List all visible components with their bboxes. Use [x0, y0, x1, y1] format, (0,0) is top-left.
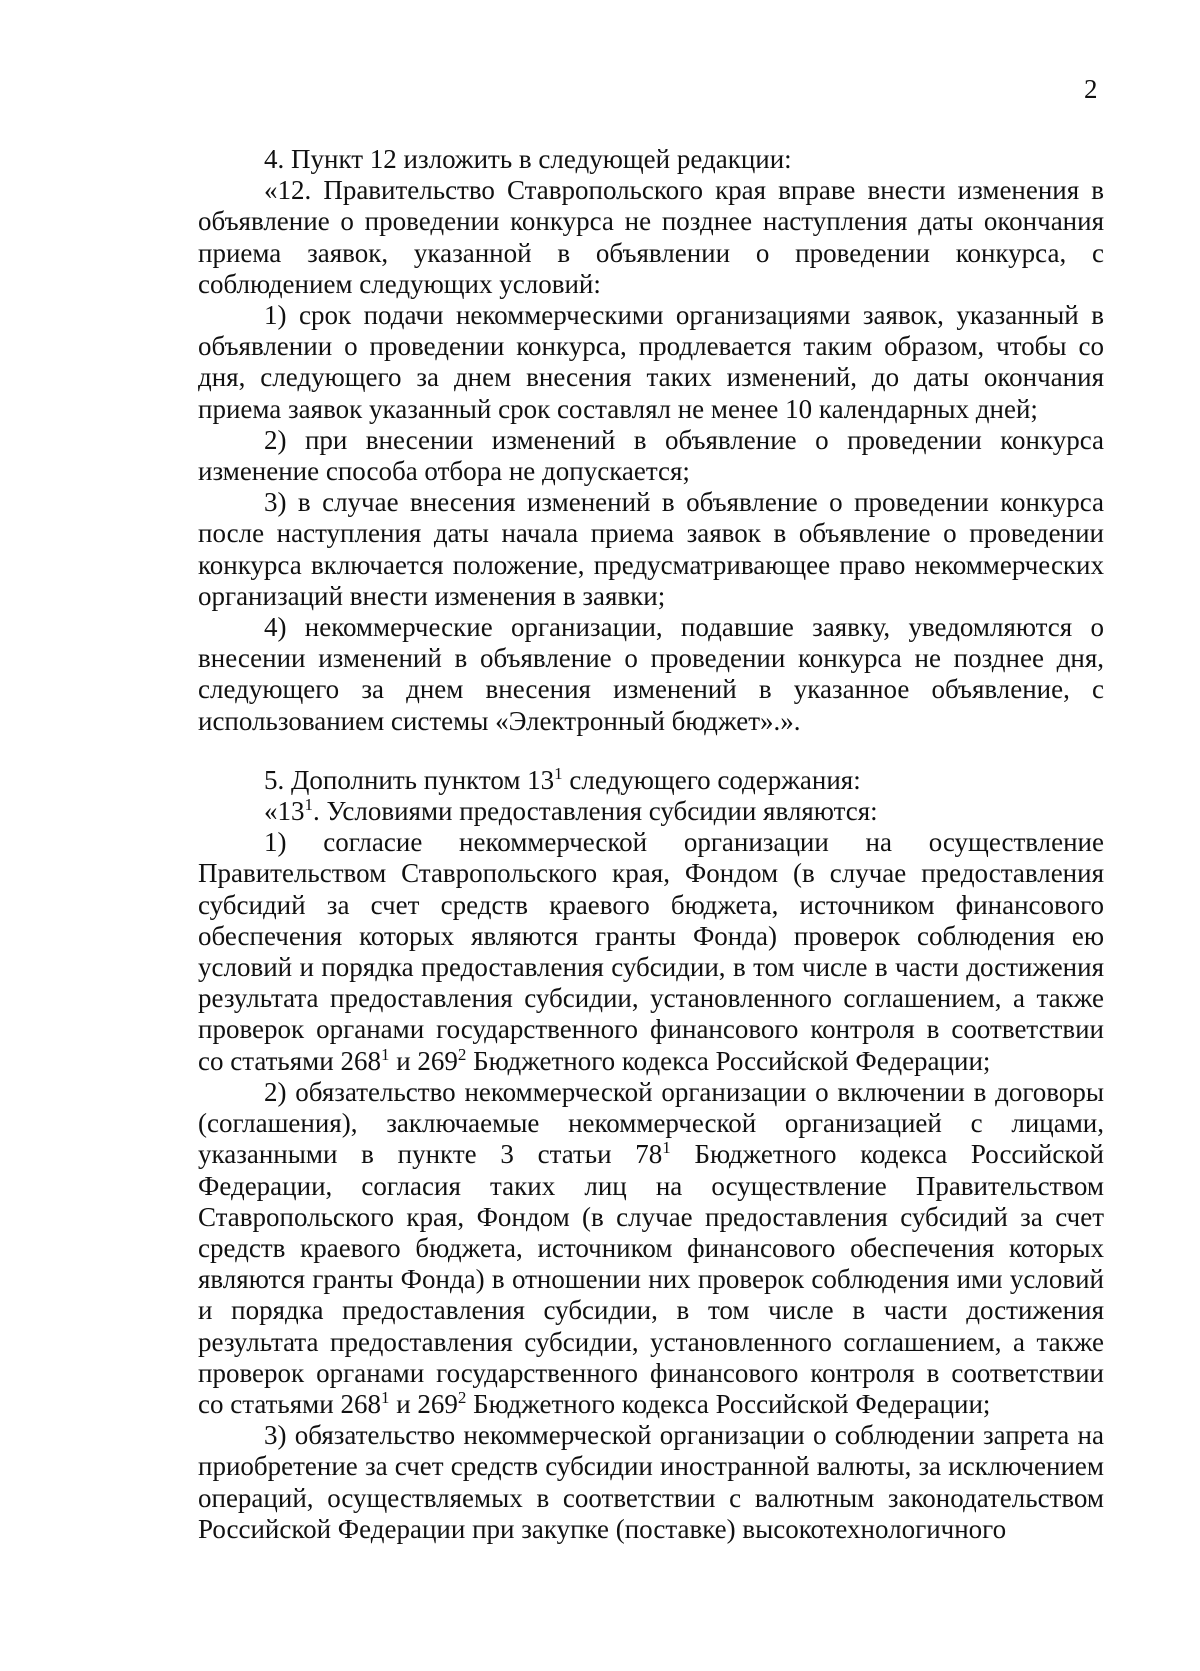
section-4-item-2: 2) при внесении изменений в объявление о проведении конкурса изменение способа отбора не допускается; [198, 424, 1104, 487]
section-5-item-2 [198, 1077, 1104, 1420]
section-5-item-1 [198, 827, 1104, 1077]
section-5-heading-text: 5. Дополнить пунктом 13 [264, 764, 555, 795]
section-5-item-3: 3) обязательство некоммерческой организации о соблюдении запрета на приобретение за счет средств субсидии иностранной валюты, за исключением операций, осуществляемых в соответствии с валютным законодательством Российской Федерации при закупке (поставке) высокотехнологичного [198, 1420, 1104, 1544]
section-4-item-4: 4) некоммерческие организации, подавшие заявку, уведомляются о внесении изменений в объявление о проведении конкурса не позднее дня, следующего за днем внесения изменений в указанное объявление, с использованием системы «Электронный бюджет».». [198, 612, 1104, 736]
superscript: 1 [380, 1387, 390, 1407]
section-gap [198, 737, 1104, 765]
item-text: 2) обязательство некоммерческой организации о включении в договоры (соглашения), заключаемые некоммерческой организацией с лицами, указанными в пункте 3 статьи 78 [198, 1076, 1104, 1170]
superscript: 2 [457, 1044, 467, 1064]
section-5-heading [198, 765, 1104, 796]
item-text: и 269 [389, 1388, 458, 1419]
section-5-intro-text: «13 [264, 796, 305, 827]
superscript: 1 [304, 795, 313, 815]
superscript: 1 [380, 1044, 390, 1064]
superscript: 2 [457, 1387, 467, 1407]
section-5-intro [198, 796, 1104, 827]
section-4-heading: 4. Пункт 12 изложить в следующей редакции: [264, 144, 792, 174]
item-text: 1) согласие некоммерческой организации на осуществление Правительством Ставропольского края, Фондом (в случае предоставления субсидий за счет средств краевого бюджета, источником финансового обеспечения которых являются гранты Фонда) проверок соблюдения ею условий и порядка предоставления субсидии, в том числе в части достижения результата предоставления субсидии, установленного соглашением, а также проверок органами государственного финансового контроля в соответствии со статьями 268 [198, 827, 1104, 1076]
item-text: Бюджетного кодекса Российской Федерации; [466, 1045, 991, 1076]
section-5-heading-text: следующего содержания: [562, 764, 861, 795]
section-4-intro: «12. Правительство Ставропольского края вправе внести изменения в объявление о проведении конкурса не позднее наступления даты окончания приема заявок, указанной в объявлении о проведении конкурса, с соблюдением следующих условий: [198, 175, 1104, 299]
document-body [198, 144, 1104, 1545]
superscript: 1 [554, 763, 563, 783]
item-text: и 269 [389, 1045, 458, 1076]
superscript: 1 [662, 1138, 671, 1158]
section-5-intro-text: . Условиями предоставления субсидии являются: [313, 796, 878, 827]
section-4-item-3: 3) в случае внесения изменений в объявление о проведении конкурса после наступления даты начала приема заявок в объявление о проведении конкурса включается положение, предусматривающее право некоммерческих организаций внести изменения в заявки; [198, 487, 1104, 611]
item-text: Бюджетного кодекса Российской Федерации; [466, 1388, 991, 1419]
item-text: Бюджетного кодекса Российской Федерации, согласия таких лиц на осуществление Правительством Ставропольского края, Фондом (в случае предоставления субсидий за счет средств краевого бюджета, источником финансового обеспечения которых являются гранты Фонда) в отношении них проверок соблюдения ими условий и порядка предоставления субсидии, в том числе в части достижения результата предоставления субсидии, установленного соглашением, а также проверок органами государственного финансового контроля в соответствии со статьями 268 [198, 1139, 1104, 1419]
page-number: 2 [1084, 74, 1098, 104]
section-4-item-1: 1) срок подачи некоммерческими организациями заявок, указанный в объявлении о проведении конкурса, продлевается таким образом, чтобы со дня, следующего за днем внесения таких изменений, до даты окончания приема заявок указанный срок составлял не менее 10 календарных дней; [198, 300, 1104, 424]
